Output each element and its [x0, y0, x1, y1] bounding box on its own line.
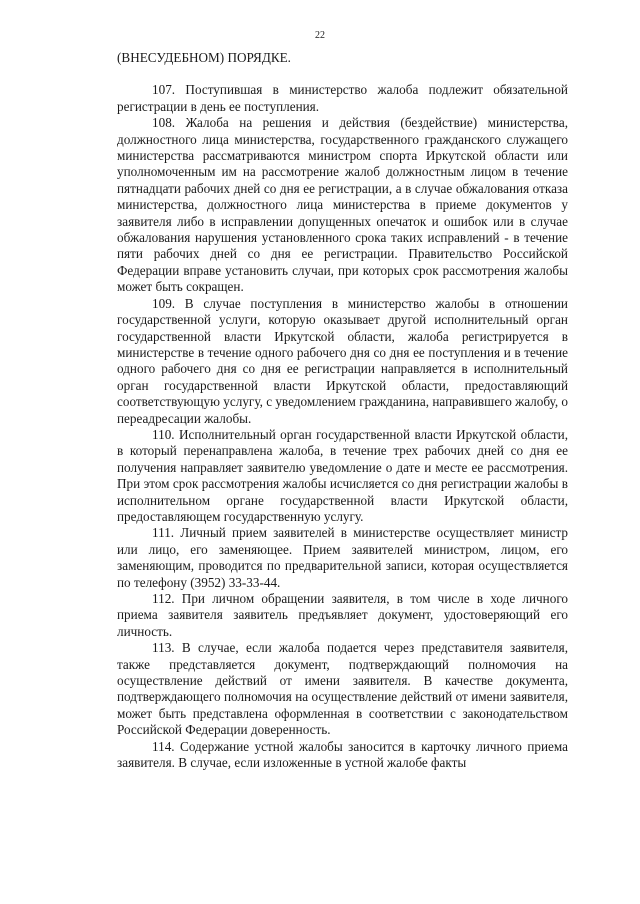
paragraph-108: 108. Жалоба на решения и действия (бездействие) министерства, должностного лица министерства, государственного гражданского служащего министерства рассматриваются министром спорта Иркутской области или уполномоченным им на рассмотрение жалоб должностным лицом в течение пятнадцати рабочих дней со дня ее регистрации, а в случае обжалования отказа министерства, должностного лица министерства в приеме документов у заявителя либо в исправлении допущенных опечаток и ошибок или в случае обжалования нарушения установленного срока таких исправлений - в течение пяти рабочих дней со дня ее регистрации. Правительство Российской Федерации вправе установить случаи, при которых срок рассмотрения жалобы может быть сокращен.: [117, 115, 568, 295]
paragraph-112: 112. При личном обращении заявителя, в том числе в ходе личного приема заявителя заявитель предъявляет документ, удостоверяющий его личность.: [117, 591, 568, 639]
section-heading-continuation: (ВНЕСУДЕБНОМ) ПОРЯДКЕ.: [117, 50, 291, 65]
paragraph-110: 110. Исполнительный орган государственной власти Иркутской области, в который перенаправлена жалоба, в течение трех рабочих дней со дня ее получения направляет заявителю уведомление о дате и месте ее рассмотрения. При этом срок рассмотрения жалобы исчисляется со дня регистрации жалобы в исполнительном органе государственной власти Иркутской области, предоставляющем государственную услугу.: [117, 426, 568, 524]
paragraph-114: 114. Содержание устной жалобы заносится в карточку личного приема заявителя. В случае, если изложенные в устной жалобе факты: [117, 738, 568, 771]
paragraph-109: 109. В случае поступления в министерство жалобы в отношении государственной услуги, которую оказывает другой исполнительный орган государственной власти Иркутской области, жалоба регистрируется в министерстве в течение одного рабочего дня со дня ее поступления и в течение одного рабочего дня со дня ее регистрации направляется в исполнительный орган государственной власти Иркутской области, предоставляющий соответствующую услугу, с уведомлением гражданина, направившего жалобу, о переадресации жалобы.: [117, 295, 569, 426]
page-number: 22: [315, 30, 325, 41]
document-body: [117, 50, 568, 771]
paragraph-107: 107. Поступившая в министерство жалоба подлежит обязательной регистрации в день ее поступления.: [117, 82, 568, 114]
paragraph-111: 111. Личный прием заявителей в министерстве осуществляет министр или лицо, его заменяющее. Прием заявителей министром, лицом, его заменяющим, проводится по предварительной записи, которая осуществляется по телефону (3952) 33-33-44.: [117, 525, 568, 590]
paragraph-113: 113. В случае, если жалоба подается через представителя заявителя, также представляется документ, подтверждающий полномочия на осуществление действий от имени заявителя. В качестве документа, подтверждающего полномочия на осуществление действий от имени заявителя, может быть представлена оформленная в соответствии с законодательством Российской Федерации доверенность.: [117, 640, 568, 738]
